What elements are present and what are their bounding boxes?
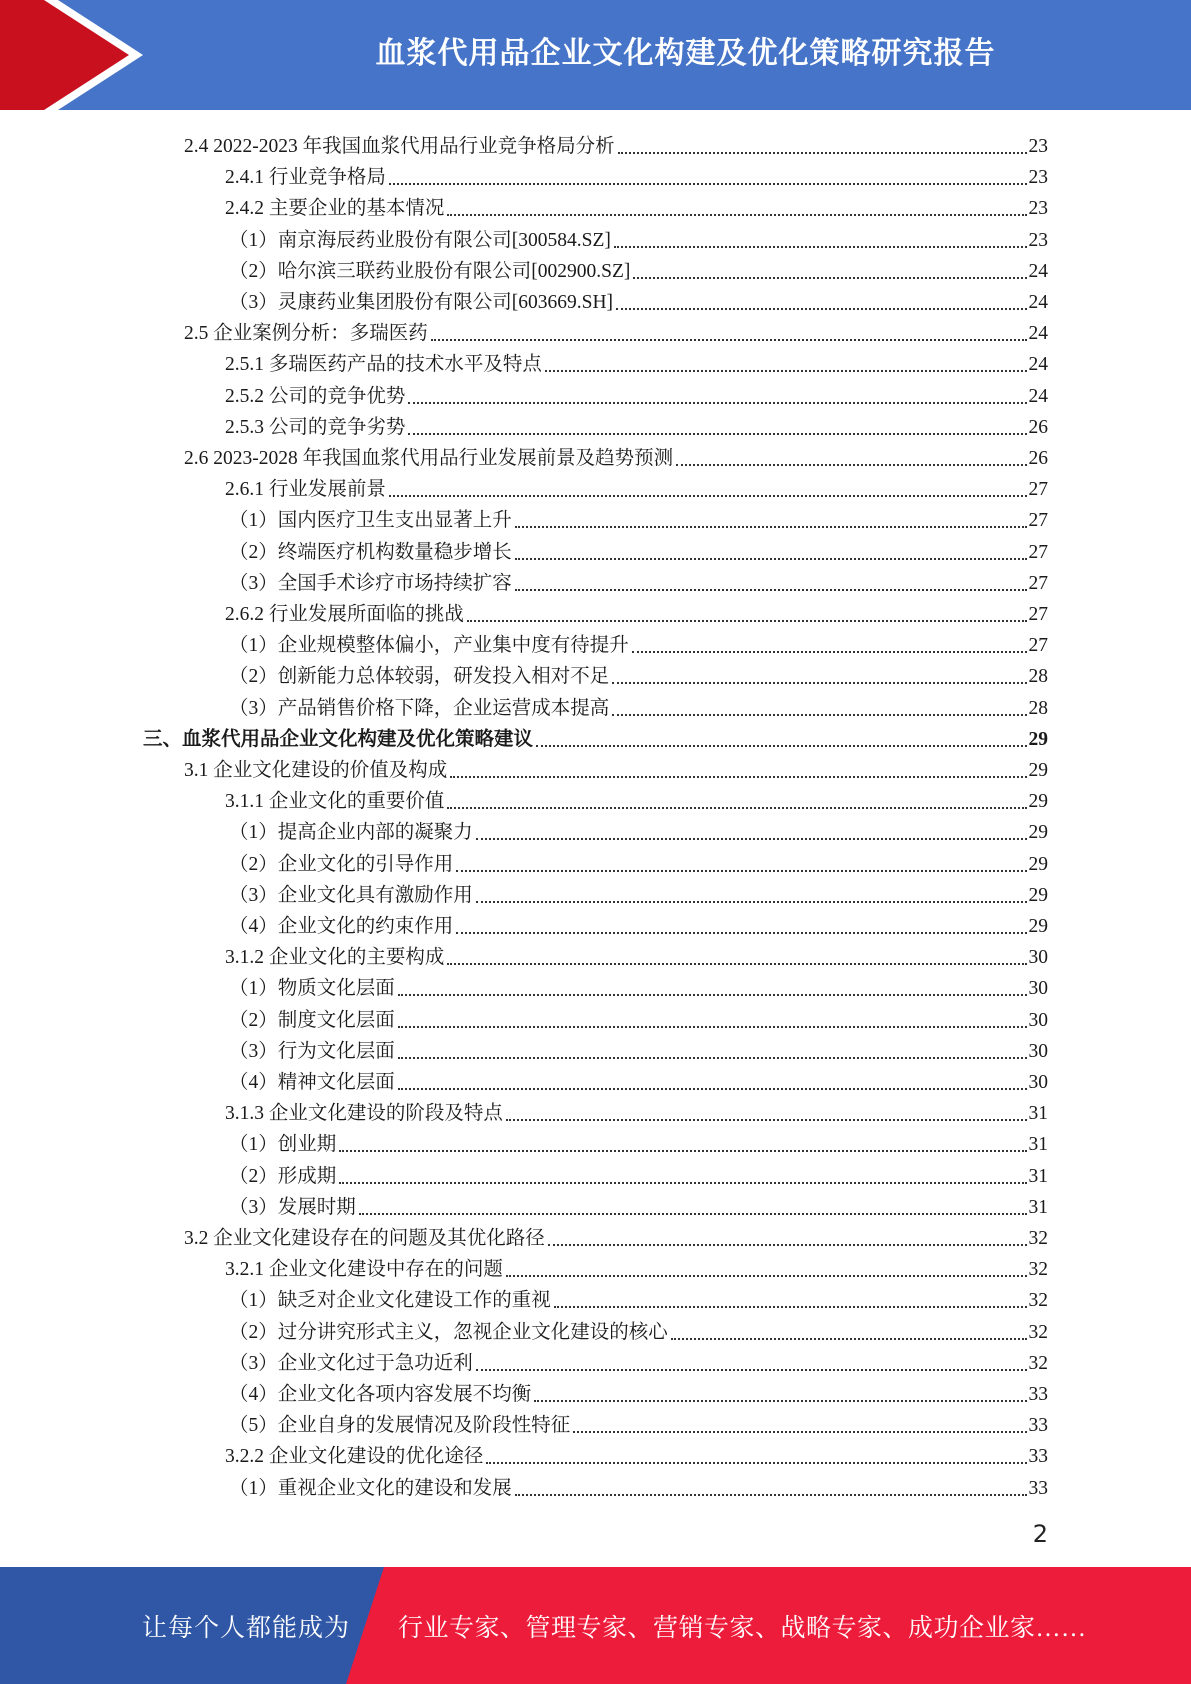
toc-entry[interactable] (229, 1282, 1048, 1313)
toc-entry-title: 2.6 2023-2028 年我国血浆代用品行业发展前景及趋势预测 (184, 448, 674, 469)
toc-entry-page: 33 (1028, 1477, 1048, 1499)
toc-entry[interactable] (229, 690, 1048, 721)
toc-entry-page: 24 (1028, 323, 1048, 345)
dot-leader (515, 589, 1027, 591)
footer-band (0, 1567, 1191, 1684)
toc-entry-title: （3）行为文化层面 (229, 1040, 395, 1062)
toc-entry-title: （1）南京海辰药业股份有限公司[300584.SZ] (229, 229, 611, 251)
toc-entry-title: （3）企业文化过于急功近利 (229, 1352, 473, 1374)
toc-entry-title: （2）形成期 (229, 1165, 337, 1187)
toc-entry-page: 32 (1028, 1228, 1048, 1249)
toc-entry-title: （2）终端医疗机构数量稳步增长 (229, 541, 512, 563)
toc-entry[interactable] (225, 1251, 1048, 1282)
toc-entry-page: 30 (1028, 947, 1048, 969)
page-number: 2 (1032, 1520, 1048, 1548)
dot-leader (447, 807, 1026, 809)
toc-entry-title: 三、血浆代用品企业文化构建及优化策略建议 (143, 728, 534, 750)
toc-entry-page: 27 (1028, 635, 1048, 657)
toc-entry[interactable] (225, 378, 1048, 409)
toc-entry-page: 30 (1028, 1040, 1048, 1062)
toc-entry-title: （2）哈尔滨三联药业股份有限公司[002900.SZ] (229, 260, 631, 282)
dot-leader (612, 682, 1026, 684)
dot-leader (506, 1119, 1027, 1121)
toc-entry-title: 2.6.2 行业发展所面临的挑战 (225, 604, 464, 625)
toc-entry[interactable] (229, 1126, 1048, 1157)
header-band (0, 0, 1191, 110)
toc-entry-page: 24 (1028, 385, 1048, 407)
dot-leader (614, 246, 1027, 248)
toc-entry-page: 33 (1028, 1446, 1048, 1468)
toc-entry-page: 27 (1028, 479, 1048, 501)
toc-entry[interactable] (229, 970, 1048, 1001)
toc-entry-page: 29 (1028, 916, 1048, 937)
toc-entry-page: 31 (1028, 1103, 1048, 1125)
toc-entry-page: 32 (1028, 1259, 1048, 1281)
toc-entry[interactable] (225, 1438, 1048, 1469)
toc-entry-page: 23 (1028, 229, 1048, 251)
toc-entry-title: 2.6.1 行业发展前景 (225, 479, 386, 501)
toc-entry-title: （3）发展时期 (229, 1196, 356, 1218)
toc-entry-title: （1）创业期 (229, 1134, 337, 1156)
toc-entry-page: 24 (1028, 292, 1048, 313)
dot-leader (398, 1088, 1027, 1090)
toc-entry[interactable] (229, 908, 1048, 939)
toc-entry-title: （3）灵康药业集团股份有限公司[603669.SH] (229, 292, 614, 313)
toc-entry-page: 29 (1028, 853, 1048, 875)
toc-entry[interactable] (143, 721, 1048, 752)
toc-entry[interactable] (225, 159, 1048, 190)
toc-entry-title: 3.1 企业文化建设的价值及构成 (184, 760, 448, 781)
toc-entry-title: （1）重视企业文化的建设和发展 (229, 1477, 512, 1499)
toc-entry-page: 23 (1028, 136, 1048, 157)
dot-leader (389, 183, 1027, 185)
dot-leader (398, 1026, 1027, 1028)
toc-entry[interactable] (184, 315, 1048, 346)
toc-entry-title: （2）创新能力总体较弱，研发投入相对不足 (229, 666, 610, 688)
toc-entry[interactable] (225, 346, 1048, 377)
toc-entry-page: 31 (1028, 1196, 1048, 1218)
toc-entry-page: 26 (1028, 448, 1048, 469)
toc-entry-title: （1）物质文化层面 (229, 978, 395, 1000)
dot-leader (612, 714, 1026, 716)
toc-entry-title: （2）企业文化的引导作用 (229, 853, 454, 875)
dot-leader (486, 1462, 1026, 1464)
toc-entry[interactable] (229, 1033, 1048, 1064)
dot-leader (515, 1494, 1027, 1496)
toc-entry-title: 2.5.1 多瑞医药产品的技术水平及特点 (225, 354, 542, 376)
toc-entry-title: 3.2.1 企业文化建设中存在的问题 (225, 1259, 503, 1281)
dot-leader (408, 402, 1026, 404)
dot-leader (359, 1213, 1027, 1215)
toc-entry-title: （3）产品销售价格下降，企业运营成本提高 (229, 697, 610, 719)
dot-leader (676, 464, 1026, 466)
toc-entry-title: （1）国内医疗卫生支出显著上升 (229, 510, 512, 532)
toc-entry-title: 3.2 企业文化建设存在的问题及其优化路径 (184, 1228, 545, 1249)
toc-entry-page: 30 (1028, 1072, 1048, 1093)
dot-leader (515, 558, 1027, 560)
toc-entry-title: 2.4.2 主要企业的基本情况 (225, 198, 445, 220)
dot-leader (398, 1057, 1027, 1059)
toc-entry-title: 3.1.2 企业文化的主要构成 (225, 947, 445, 969)
toc-entry[interactable] (229, 534, 1048, 565)
toc-entry-title: 3.2.2 企业文化建设的优化途径 (225, 1446, 484, 1468)
toc-entry[interactable] (229, 877, 1048, 908)
toc-entry[interactable] (229, 1345, 1048, 1376)
dot-leader (476, 901, 1027, 903)
toc-entry-title: 2.5.2 公司的竞争优势 (225, 385, 406, 407)
toc-entry-title: 2.5.3 公司的竞争劣势 (225, 416, 406, 438)
toc-entry-page: 31 (1028, 1165, 1048, 1187)
toc-entry-title: （2）过分讲究形式主义，忽视企业文化建设的核心 (229, 1321, 668, 1343)
toc-entry-page: 31 (1028, 1134, 1048, 1156)
toc-entry-page: 28 (1028, 697, 1048, 719)
dot-leader (534, 1400, 1026, 1402)
footer-slogan-left: 让每个人都能成为 (142, 1614, 351, 1642)
toc-entry[interactable] (229, 1314, 1048, 1345)
toc-entry-page: 27 (1028, 604, 1048, 625)
dot-leader (536, 745, 1026, 747)
toc-entry-page: 33 (1028, 1384, 1048, 1405)
toc-entry[interactable] (225, 596, 1048, 627)
dot-leader (548, 1244, 1027, 1246)
toc-entry-page: 29 (1028, 791, 1048, 813)
toc-entry[interactable] (229, 846, 1048, 877)
dot-leader (618, 152, 1027, 154)
dot-leader (408, 433, 1026, 435)
dot-leader (545, 370, 1027, 372)
toc-entry-title: 2.4 2022-2023 年我国血浆代用品行业竞争格局分析 (184, 136, 615, 157)
toc-entry-page: 29 (1028, 822, 1048, 844)
toc-entry-page: 26 (1028, 416, 1048, 438)
toc-entry-title: （4）企业文化各项内容发展不均衡 (229, 1384, 532, 1405)
dot-leader (573, 1431, 1026, 1433)
toc-entry-title: 3.1.1 企业文化的重要价值 (225, 791, 445, 813)
dot-leader (456, 932, 1026, 934)
toc-entry-page: 32 (1028, 1290, 1048, 1312)
toc-entry-title: （1）缺乏对企业文化建设工作的重视 (229, 1290, 551, 1312)
toc-entry-page: 23 (1028, 198, 1048, 220)
toc-entry[interactable] (229, 1002, 1048, 1033)
toc-entry-title: （3）企业文化具有激励作用 (229, 884, 473, 906)
toc-entry-page: 24 (1028, 260, 1048, 282)
toc-entry-page: 29 (1028, 760, 1048, 781)
toc-entry-title: （1）企业规模整体偏小，产业集中度有待提升 (229, 635, 629, 657)
dot-leader (616, 308, 1026, 310)
toc-entry[interactable] (225, 190, 1048, 221)
toc-entry-page: 24 (1028, 354, 1048, 376)
toc-entry-page: 32 (1028, 1352, 1048, 1374)
toc-entry[interactable] (229, 658, 1048, 689)
dot-leader (506, 1275, 1027, 1277)
dot-leader (447, 214, 1026, 216)
toc-entry[interactable] (225, 783, 1048, 814)
toc-entry-page: 33 (1028, 1415, 1048, 1437)
toc-entry[interactable] (229, 284, 1048, 315)
toc-entry[interactable] (229, 1064, 1048, 1095)
toc-entry[interactable] (229, 627, 1048, 658)
toc-entry-page: 27 (1028, 510, 1048, 532)
toc-entry-title: 2.5 企业案例分析：多瑞医药 (184, 323, 428, 345)
toc-entry[interactable] (184, 1220, 1048, 1251)
dot-leader (467, 620, 1027, 622)
toc-entry[interactable] (225, 409, 1048, 440)
dot-leader (447, 963, 1026, 965)
toc-entry-page: 28 (1028, 666, 1048, 688)
toc-entry-title: （4）精神文化层面 (229, 1072, 395, 1093)
toc-entry-title: 2.4.1 行业竞争格局 (225, 167, 386, 189)
toc-entry[interactable] (184, 752, 1048, 783)
dot-leader (633, 277, 1026, 279)
toc-entry-page: 30 (1028, 1009, 1048, 1031)
toc-entry[interactable] (225, 939, 1048, 970)
toc-entry-page: 30 (1028, 978, 1048, 1000)
toc-entry[interactable] (229, 1470, 1048, 1501)
toc-entry[interactable] (225, 1095, 1048, 1126)
toc-entry-page: 23 (1028, 167, 1048, 189)
toc-entry-page: 27 (1028, 572, 1048, 594)
toc-entry-title: （2）制度文化层面 (229, 1009, 395, 1031)
toc-entry[interactable] (229, 814, 1048, 845)
toc-entry-page: 32 (1028, 1321, 1048, 1343)
report-title: 血浆代用品企业文化构建及优化策略研究报告 (375, 36, 996, 71)
toc-entry[interactable] (229, 1158, 1048, 1189)
footer-slogan-right: 行业专家、管理专家、营销专家、战略专家、成功企业家…… (398, 1614, 1087, 1642)
dot-leader (476, 1369, 1027, 1371)
toc-entry-page: 29 (1028, 728, 1048, 750)
toc-entry[interactable] (184, 128, 1048, 159)
toc-entry-title: （4）企业文化的约束作用 (229, 916, 454, 937)
dot-leader (389, 495, 1027, 497)
dot-leader (456, 870, 1026, 872)
dot-leader (632, 651, 1027, 653)
dot-leader (515, 526, 1027, 528)
toc-entry[interactable] (184, 440, 1048, 471)
dot-leader (476, 838, 1027, 840)
toc-entry-page: 29 (1028, 884, 1048, 906)
toc-entry[interactable] (229, 253, 1048, 284)
dot-leader (431, 339, 1027, 341)
dot-leader (339, 1150, 1026, 1152)
toc-entry-title: （1）提高企业内部的凝聚力 (229, 822, 473, 844)
toc-entry[interactable] (229, 1407, 1048, 1438)
chevron-arrow-icon (0, 0, 160, 110)
toc-entry[interactable] (225, 471, 1048, 502)
dot-leader (671, 1338, 1027, 1340)
toc-entry[interactable] (229, 222, 1048, 253)
dot-leader (554, 1306, 1027, 1308)
toc-entry-title: 3.1.3 企业文化建设的阶段及特点 (225, 1103, 503, 1125)
toc-entry[interactable] (229, 1189, 1048, 1220)
dot-leader (450, 776, 1026, 778)
dot-leader (339, 1182, 1026, 1184)
toc-entry-title: （3）全国手术诊疗市场持续扩容 (229, 572, 512, 594)
toc-entry-page: 27 (1028, 541, 1048, 563)
toc-entry[interactable] (229, 565, 1048, 596)
toc-entry[interactable] (229, 502, 1048, 533)
dot-leader (398, 994, 1027, 996)
toc-entry-title: （5）企业自身的发展情况及阶段性特征 (229, 1415, 571, 1437)
toc-entry[interactable] (229, 1376, 1048, 1407)
